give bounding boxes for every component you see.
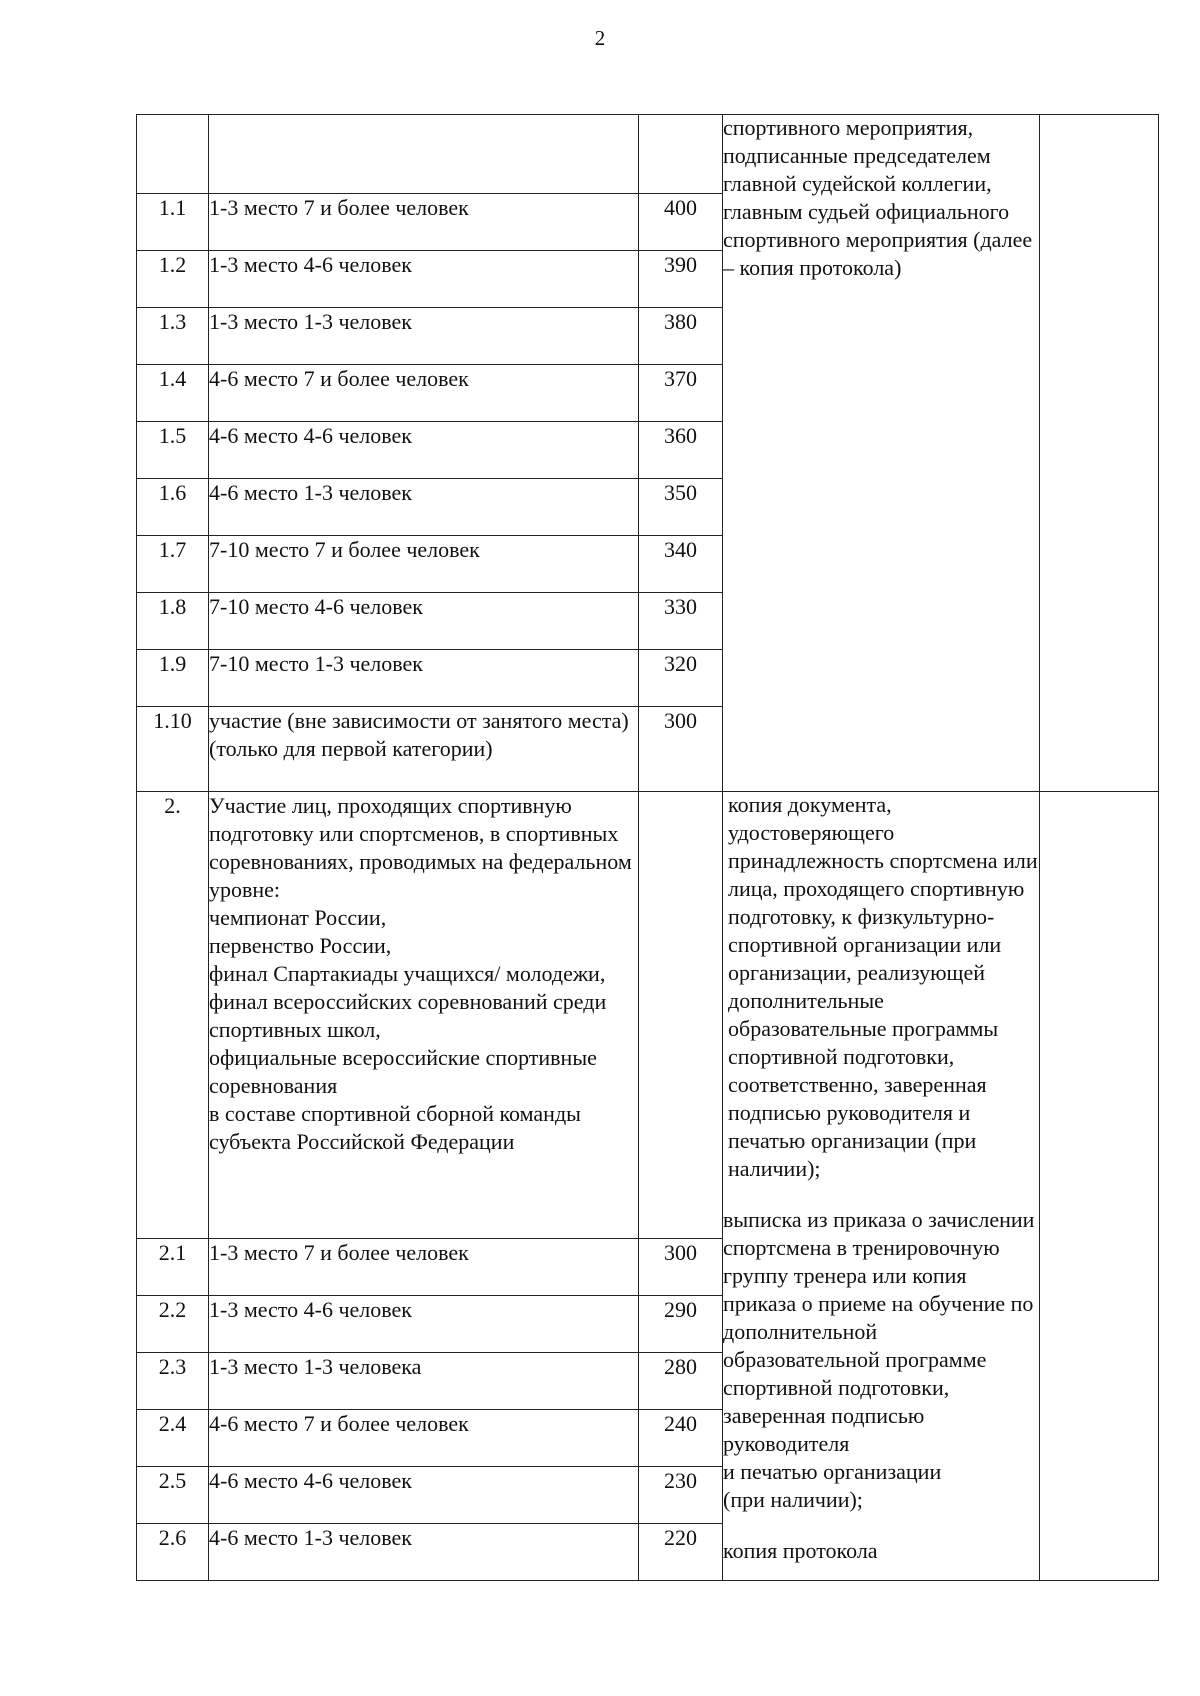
row-number: 1.2 [137, 251, 209, 308]
section1-extra-cell [1040, 115, 1159, 792]
section2-docs-item: копия протокола [723, 1538, 878, 1563]
row-points: 400 [639, 194, 723, 251]
row-number: 2.2 [137, 1296, 209, 1353]
section2-docs-cell [723, 792, 1040, 1581]
section1-number-cell [137, 115, 209, 194]
row-number: 1.4 [137, 365, 209, 422]
row-number: 2.6 [137, 1524, 209, 1581]
section2-docs-item: выписка из приказа о зачислении спортсмена в тренировочную группу тренера или копия приказа о приеме на обучение по дополнительной образовательной программе спортивной подготовки, заверенная подписью руководителя и печатью организации (при наличии); [723, 1207, 1035, 1512]
section2-extra-cell [1040, 792, 1159, 1581]
row-description: 4-6 место 7 и более человек [209, 365, 639, 422]
row-description: 1-3 место 4-6 человек [209, 1296, 639, 1353]
row-number: 2.4 [137, 1410, 209, 1467]
row-description: 4-6 место 1-3 человек [209, 1524, 639, 1581]
row-description: 4-6 место 7 и более человек [209, 1410, 639, 1467]
row-description: 1-3 место 1-3 человека [209, 1353, 639, 1410]
row-number: 1.7 [137, 536, 209, 593]
row-description: 1-3 место 4-6 человек [209, 251, 639, 308]
criteria-table [136, 114, 1159, 1581]
row-points: 340 [639, 536, 723, 593]
row-description: 1-3 место 7 и более человек [209, 194, 639, 251]
row-number: 1.8 [137, 593, 209, 650]
row-points: 230 [639, 1467, 723, 1524]
row-points: 290 [639, 1296, 723, 1353]
row-description: 4-6 место 4-6 человек [209, 422, 639, 479]
row-description: 7-10 место 7 и более человек [209, 536, 639, 593]
row-description: 7-10 место 1-3 человек [209, 650, 639, 707]
row-points: 280 [639, 1353, 723, 1410]
row-points: 330 [639, 593, 723, 650]
row-number: 2.5 [137, 1467, 209, 1524]
row-number: 2.1 [137, 1239, 209, 1296]
row-description: участие (вне зависимости от занятого места) (только для первой категории) [209, 707, 639, 792]
section1-docs-cell [723, 115, 1040, 792]
row-points: 380 [639, 308, 723, 365]
row-points: 220 [639, 1524, 723, 1581]
row-description: 7-10 место 4-6 человек [209, 593, 639, 650]
row-points: 350 [639, 479, 723, 536]
section2-header-row [137, 792, 1159, 1239]
section2-docs-item: копия документа, удостоверяющего принадлежность спортсмена или лица, проходящего спортивную подготовку, к физкультурно-спортивной организации или организации, реализующей дополнительные образовательные программы спортивной подготовки, соответственно, заверенная подписью руководителя и печатью организации (при наличии); [728, 792, 1038, 1181]
row-number: 1.10 [137, 707, 209, 792]
row-number: 1.6 [137, 479, 209, 536]
row-description: 4-6 место 1-3 человек [209, 479, 639, 536]
section1-title-cell [209, 115, 639, 194]
row-description: 1-3 место 1-3 человек [209, 308, 639, 365]
section2-title: Участие лиц, проходящих спортивную подготовку или спортсменов, в спортивных соревнованиях, проводимых на федеральном уровне: чемпионат России, первенство России, финал Спартакиады учащихся/ молодежи, финал всероссийских соревнований среди спортивных школ, официальные всероссийские спортивные соревнования в составе спортивной сборной команды субъекта Российской Федерации [209, 792, 639, 1239]
row-number: 1.1 [137, 194, 209, 251]
row-points: 320 [639, 650, 723, 707]
section1-docs-text: спортивного мероприятия, подписанные председателем главной судейской коллегии, главным судьей официального спортивного мероприятия (далее – копия протокола) [723, 115, 1033, 280]
page-number: 2 [594, 26, 606, 50]
row-description: 4-6 место 4-6 человек [209, 1467, 639, 1524]
row-points: 300 [639, 1239, 723, 1296]
section1-points-cell [639, 115, 723, 194]
row-points: 300 [639, 707, 723, 792]
section2-points-cell [639, 792, 723, 1239]
section1-header-row [137, 115, 1159, 194]
row-points: 370 [639, 365, 723, 422]
section2-number: 2. [137, 792, 209, 1239]
row-number: 1.5 [137, 422, 209, 479]
row-points: 360 [639, 422, 723, 479]
row-description: 1-3 место 7 и более человек [209, 1239, 639, 1296]
row-number: 1.9 [137, 650, 209, 707]
row-points: 240 [639, 1410, 723, 1467]
row-number: 1.3 [137, 308, 209, 365]
row-points: 390 [639, 251, 723, 308]
row-number: 2.3 [137, 1353, 209, 1410]
